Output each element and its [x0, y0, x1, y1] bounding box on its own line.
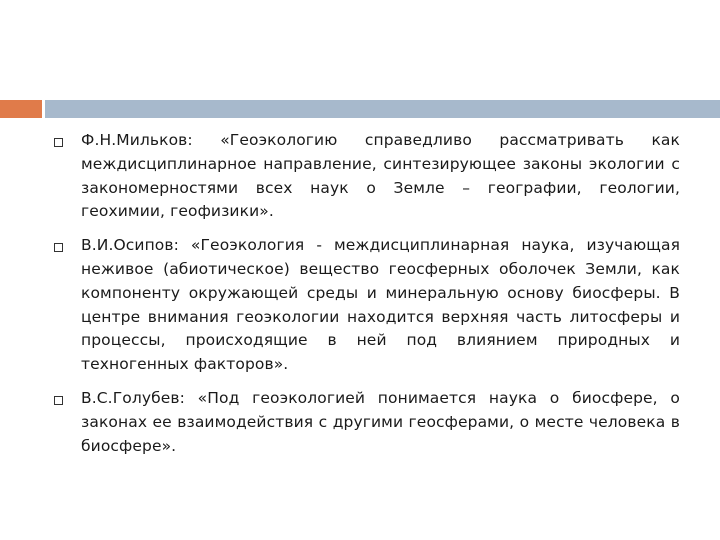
bullet-text: Ф.Н.Мильков: «Геоэкологию справедливо рассматривать как междисциплинарное направление, синтезирующее законы экологии с закономерностями всех наук о Земле – географии, геологии, геохимии, геофизики». — [81, 131, 680, 221]
bullet-text: В.И.Осипов: «Геоэкология - междисциплинарная наука, изучающая неживое (абиотическое) вещество геосферных оболочек Земли, как компоненту окружающей среды и минеральную основу биосферы. В центре внимания геоэкологии находится верхняя часть литосферы и процессы, происходящие в ней под влиянием природных и техногенных факторов». — [81, 236, 680, 374]
list-item — [54, 387, 680, 458]
bullet-list — [54, 129, 680, 468]
square-bullet-icon — [54, 396, 63, 405]
square-bullet-icon — [54, 243, 63, 252]
square-bullet-icon — [54, 138, 63, 147]
header-accent-bar — [0, 100, 42, 118]
header-band — [0, 100, 720, 118]
list-item — [54, 234, 680, 377]
bullet-text: В.С.Голубев: «Под геоэкологией понимается наука о биосфере, о законах ее взаимодействия с другими геосферами, о месте человека в биосфере». — [81, 388, 680, 455]
list-item — [54, 129, 680, 224]
header-main-bar — [45, 100, 720, 118]
